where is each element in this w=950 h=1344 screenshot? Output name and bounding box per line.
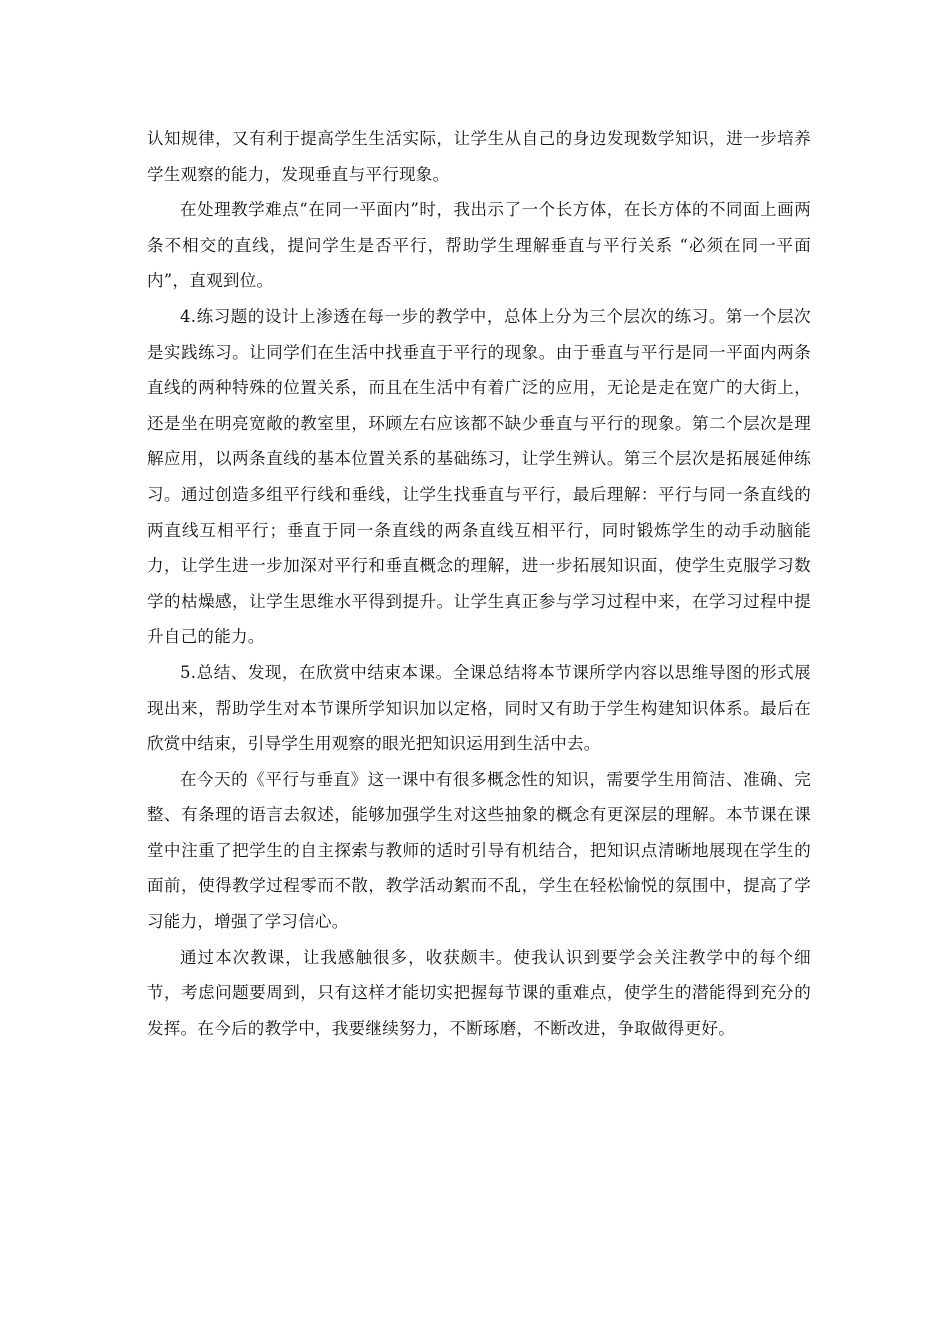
- paragraph-teaching-difficulty: 在处理教学难点“在同一平面内”时，我出示了一个长方体，在长方体的不同面上画两条不相交的直线，提问学生是否平行，帮助学生理解垂直与平行关系 “必须在同一平面内”，直观到位。: [147, 200, 811, 291]
- paragraph-conclusion: 通过本次教课，让我感触很多，收获颇丰。使我认识到要学会关注教学中的每个细节，考虑问题要周到，只有这样才能切实把握每节课的重难点，使学生的潜能得到充分的发挥。在今后的教学中，我要继续努力，不断琢磨，不断改进，争取做得更好。: [147, 947, 811, 1038]
- paragraph-reflection: 在今天的《平行与垂直》这一课中有很多概念性的知识，需要学生用简洁、准确、完整、有条理的语言去叙述，能够加强学生对这些抽象的概念有更深层的理解。本节课在课堂中注重了把学生的自主探索与教师的适时引导有机结合，把知识点清晰地展现在学生的面前，使得教学过程零而不散，教学活动絮而不乱，学生在轻松愉悦的氛围中，提高了学习能力，增强了学习信心。: [147, 769, 811, 932]
- paragraph-continuation: 认知规律，又有利于提高学生生活实际，让学生从自己的身边发现数学知识，进一步培养学生观察的能力，发现垂直与平行现象。: [147, 129, 811, 184]
- document-body: [147, 121, 811, 1046]
- paragraph-summary: 5.总结、发现，在欣赏中结束本课。全课总结将本节课所学内容以思维导图的形式展现出来，帮助学生对本节课所学知识加以定格，同时又有助于学生构建知识体系。最后在欣赏中结束，引导学生用观察的眼光把知识运用到生活中去。: [147, 662, 811, 754]
- paragraph-exercise-design: 4.练习题的设计上渗透在每一步的教学中，总体上分为三个层次的练习。第一个层次是实践练习。让同学们在生活中找垂直于平行的现象。由于垂直与平行是同一平面内两条直线的两种特殊的位置关系，而且在生活中有着广泛的应用，无论是走在宽广的大街上，还是坐在明亮宽敞的教室里，环顾左右应该都不缺少垂直与平行的现象。第二个层次是理解应用，以两条直线的基本位置关系的基础练习，让学生辨认。第三个层次是拓展延伸练习。通过创造多组平行线和垂线，让学生找垂直与平行，最后理解：平行与同一条直线的两直线互相平行；垂直于同一条直线的两条直线互相平行，同时锻炼学生的动手动脑能力，让学生进一步加深对平行和垂直概念的理解，进一步拓展知识面，使学生克服学习数学的枯燥感，让学生思维水平得到提升。让学生真正参与学习过程中来，在学习过程中提升自己的能力。: [147, 306, 811, 647]
